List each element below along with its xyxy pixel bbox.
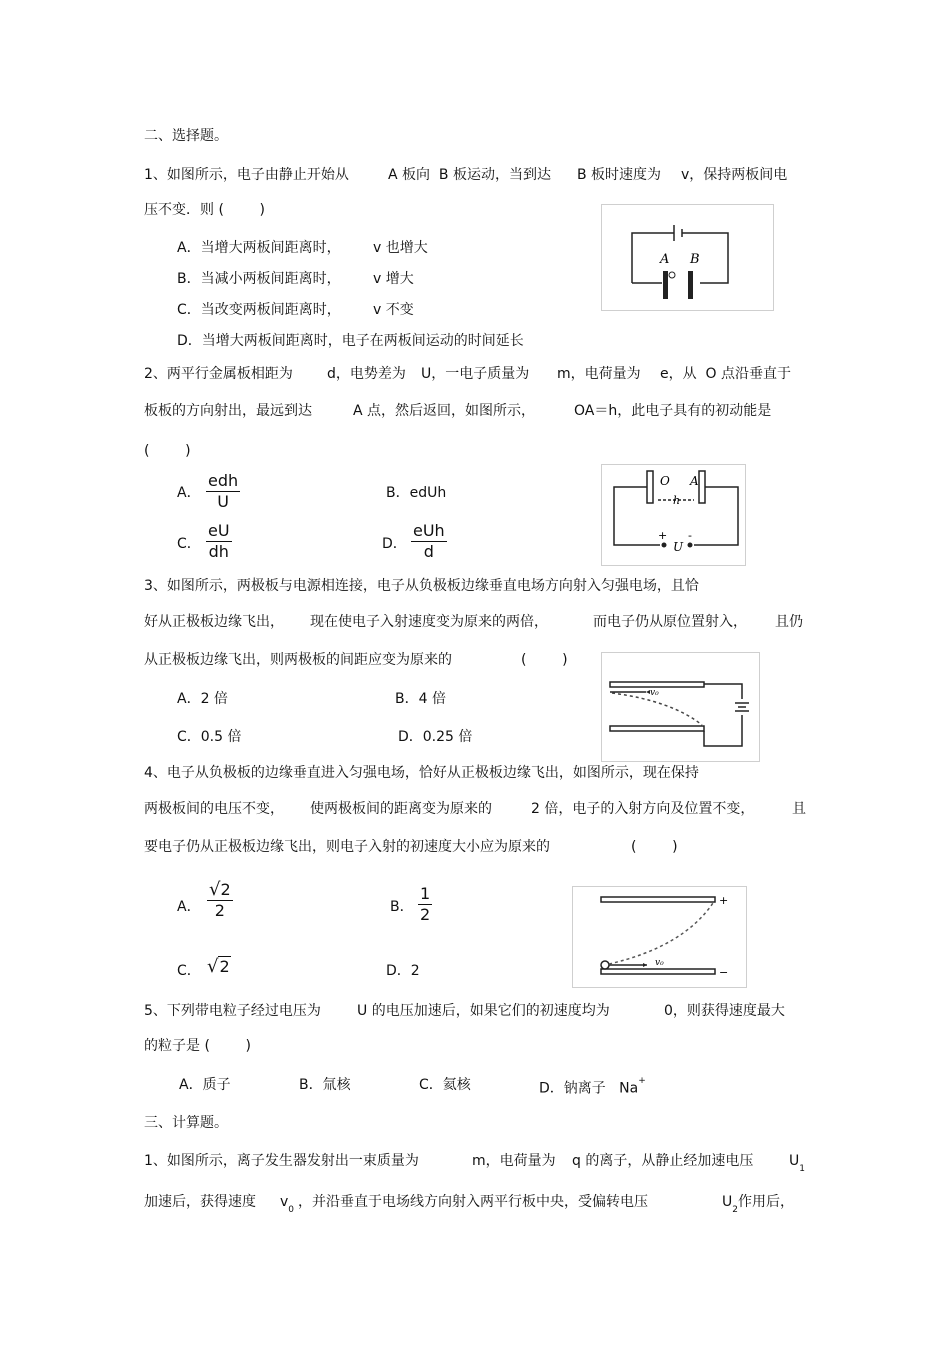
q2-option-b: B．edUh [386,485,447,501]
svg-text:+: + [719,894,729,907]
svg-text:O: O [660,474,670,488]
calc1-text: $U_1$ [789,1153,805,1174]
q5-option-b: B．氚核 [299,1077,351,1093]
svg-text:U: U [673,540,684,554]
q3-option-d: D．0.25 倍 [398,729,473,745]
q5-text: U 的电压加速后，如果它们的初速度均为 [357,1003,610,1019]
q4-text: ( ) [631,839,678,855]
q2-text: e，从 O 点沿垂直于 [660,366,791,382]
q1-option-b: B．当减小两板间距离时， [177,271,341,287]
q4-text: 两极板间的电压不变， [144,801,284,817]
q1-text: B 板时速度为 [577,167,662,183]
q4-option-b-fraction: $\frac{1}{2}$ [420,884,431,924]
q2-option-c-label: C． [177,536,201,552]
q1-option-b: v 增大 [373,271,414,287]
q3-text: ( ) [521,652,568,668]
q2-text: U，一电子质量为 [421,366,530,382]
q2-option-c-fraction: $\frac{eU}{dh}$ [208,521,230,561]
q1-figure [601,204,774,311]
q5-text: 0，则获得速度最大 [664,1003,785,1019]
q2-text: 2、两平行金属板相距为 [144,366,293,382]
q1-text: 压不变．则 ( ) [144,202,265,218]
q2-option-d-fraction: eUh d [413,521,445,561]
svg-text:v₀: v₀ [655,958,664,968]
q2-text: A 点，然后返回，如图所示， [353,403,536,419]
q4-option-a-label: A． [177,899,201,915]
q3-text: 且仍 [775,614,803,630]
q2-text: ( ) [144,443,191,459]
q2-text: d，电势差为 [327,366,406,382]
q4-option-d: D．2 [386,963,420,979]
calc1-text: $v_0$ [280,1194,295,1215]
q4-option-c-sqrt: √2 [207,956,230,977]
q4-figure [572,886,747,988]
q1-option-d: D．当增大两板间距离时，电子在两板间运动的时间延长 [177,333,524,349]
q3-text: 现在使电子入射速度变为原来的两倍， [310,614,548,630]
q1-option-c: v 不变 [373,302,414,318]
q3-text: 而电子仍从原位置射入， [593,614,747,630]
q4-text: 4、电子从负极板的边缘垂直进入匀强电场，恰好从正极板边缘飞出，如图所示，现在保持 [144,765,699,781]
q2-option-a-label: A． [177,485,201,501]
q2-option-d-label: D． [382,536,407,552]
svg-text:-: - [688,529,692,542]
svg-text:A: A [690,474,699,488]
q3-figure [601,652,760,762]
calc1-text: q 的离子，从静止经加速电压 [572,1153,754,1169]
q3-option-a: A．2 倍 [177,691,228,707]
q1-option-c: C．当改变两板间距离时， [177,302,341,318]
q4-option-b-label: B． [390,899,414,915]
calc1-text: 加速后，获得速度 [144,1194,256,1210]
q3-text: 好从正极板边缘飞出， [144,614,284,630]
q1-option-a: v 也增大 [373,240,428,256]
section-title-choice: 二、选择题。 [144,128,228,144]
svg-text:B: B [690,252,700,267]
q4-text: 且 [792,801,806,817]
calc1-text: $U_2$作用后， [722,1194,794,1215]
q5-text: 的粒子是 ( ) [144,1038,251,1054]
q2-text: OA＝h，此电子具有的初动能是 [574,403,772,419]
q2-text: m，电荷量为 [557,366,641,382]
q4-text: 使两极板间的距离变为原来的 [310,801,492,817]
q4-option-c-label: C． [177,963,201,979]
q3-option-c: C．0.5 倍 [177,729,242,745]
q4-text: 2 倍，电子的入射方向及位置不变， [531,801,755,817]
svg-text:v₀: v₀ [650,688,659,698]
q5-text: 5、下列带电粒子经过电压为 [144,1003,321,1019]
q5-option-c: C．氦核 [419,1077,471,1093]
q3-text: 从正极板边缘飞出，则两极板的间距应变为原来的 [144,652,452,668]
q5-option-d: D．钠离子 Na+ [539,1076,646,1097]
q3-option-b: B．4 倍 [395,691,446,707]
section-title-calc: 三、计算题。 [144,1115,228,1131]
svg-text:A: A [660,252,670,267]
q4-option-a-fraction: $\frac{√2}{2}$ [209,879,231,920]
q2-text: 板板的方向射出，最远到达 [144,403,312,419]
svg-text:−: − [719,966,729,979]
q5-option-a: A．质子 [179,1077,231,1093]
q2-figure [601,464,746,566]
svg-text:h: h [673,494,681,507]
q2-option-a-fraction: edh U [208,471,239,511]
q1-text: v，保持两板间电 [681,167,788,183]
q3-text: 3、如图所示，两极板与电源相连接，电子从负极板边缘垂直电场方向射入匀强电场，且恰 [144,578,699,594]
q4-text: 要电子仍从正极板边缘飞出，则电子入射的初速度大小应为原来的 [144,839,550,855]
calc1-text: ，并沿垂直于电场线方向射入两平行板中央，受偏转电压 [298,1194,648,1210]
calc1-text: m，电荷量为 [472,1153,556,1169]
q1-option-a: A．当增大两板间距离时， [177,240,341,256]
q1-text: 1、如图所示，电子由静止开始从 [144,167,349,183]
svg-text:+: + [658,529,668,542]
calc1-text: 1、如图所示，离子发生器发射出一束质量为 [144,1153,419,1169]
q1-text: A 板向 B 板运动，当到达 [388,167,551,183]
